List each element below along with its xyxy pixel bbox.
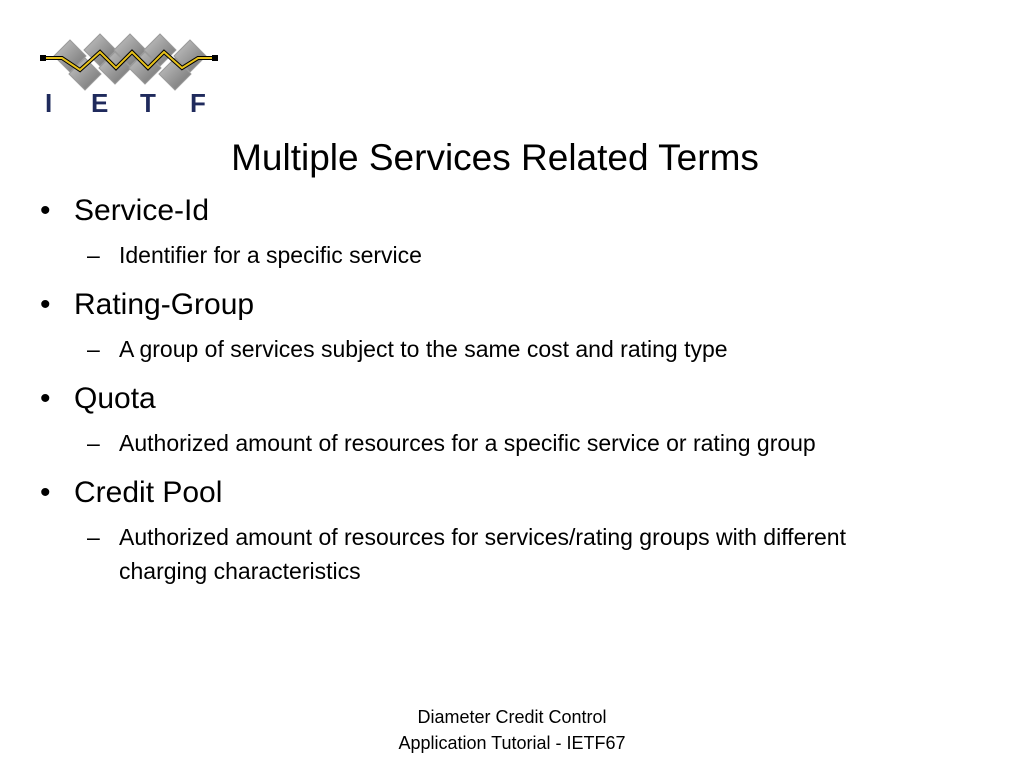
sub-mark: – (87, 242, 100, 268)
slide-title: Multiple Services Related Terms (231, 137, 759, 178)
slide-footer (312, 704, 712, 756)
bullet-mark: • (40, 476, 51, 509)
sub-item-text: Identifier for a specific service (119, 242, 422, 268)
bullet-item (40, 190, 1000, 232)
sub-item-text: A group of services subject to the same cost and rating type (119, 336, 728, 362)
bullet-term: Quota (74, 382, 156, 415)
logo-letter-i: I (45, 88, 53, 118)
bullet-term: Service-Id (74, 194, 210, 227)
sub-item (87, 332, 919, 366)
bullet-term: Credit Pool (74, 476, 223, 509)
sub-mark: – (87, 524, 100, 550)
bullet-item (40, 284, 1000, 326)
bullet-mark: • (40, 194, 51, 227)
sub-item (87, 426, 919, 460)
sub-item (87, 520, 919, 588)
sub-item (87, 238, 919, 272)
bullet-mark: • (40, 288, 51, 321)
footer-line: Diameter Credit Control (417, 707, 607, 727)
logo-letter-t: T (140, 88, 156, 118)
sub-item-text: Authorized amount of resources for services/rating groups with different charging characteristics (119, 524, 846, 584)
sub-mark: – (87, 336, 100, 362)
bullet-item (40, 472, 1000, 514)
footer-line: Application Tutorial - IETF67 (398, 733, 626, 753)
bullet-list (0, 190, 1000, 588)
bullet-item (40, 378, 1000, 420)
logo-letter-e: E (91, 88, 109, 118)
sub-item-text: Authorized amount of resources for a specific service or rating group (119, 430, 816, 456)
sub-mark: – (87, 430, 100, 456)
bullet-term: Rating-Group (74, 288, 255, 321)
logo-letter-f: F (190, 88, 206, 118)
bullet-mark: • (40, 382, 51, 415)
